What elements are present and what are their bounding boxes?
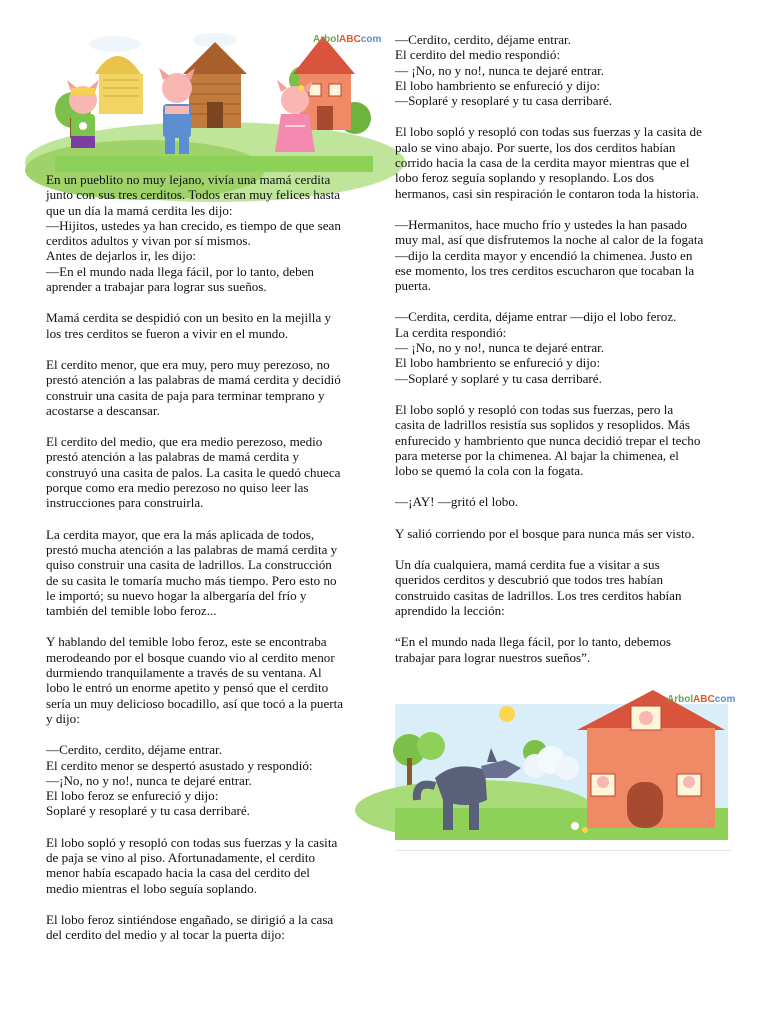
text-line: El lobo hambriento se enfureció y dijo: [395,77,601,93]
paragraph [395,526,735,541]
logo-text-part2: ABC [693,694,715,705]
text-line: “En el mundo nada llega fácil, por lo tanto, debemos [395,634,671,650]
paragraph [395,309,735,385]
text-line: El cerdito del medio, que era medio perezoso, medio [46,434,323,450]
text-line: lobo le entró un enorme apetito y pensó que el cerdito [46,680,329,696]
text-line: prestó atención a las palabras de mamá cerdita y decidió [46,372,341,388]
logo-text-part1: Arbol [667,694,694,705]
text-line: junto con sus tres cerditos. Todos eran muy felices hasta [46,187,341,203]
text-line: El lobo sopló y resopló con todas sus fuerzas y la casita de [395,124,702,140]
paragraph [395,402,735,478]
three-pigs-scene [55,30,382,172]
text-line: instrucciones para construirla. [46,495,204,511]
text-line: cerditos adultos y vivan por sí mismos. [46,233,251,249]
text-line: lobo feroz seguía soplando y resoplando. Los dos [395,170,654,186]
text-line: aprender a trabajar para lograr sus sueños. [46,279,267,295]
paragraph [46,835,372,896]
paragraph [395,124,735,200]
logo-text-part3: .com [712,694,736,705]
paragraph [46,172,372,294]
paragraph [395,32,735,108]
text-line: de su casita le tomaría mucho más tiempo. Pero esto no [46,572,337,588]
text-line: — ¡No, no y no!, nunca te dejaré entrar. [395,62,605,78]
text-line: corrido hacia la casa de la cerdita mayor mientras que el [395,155,690,171]
text-line: El lobo hambriento se enfureció y dijo: [395,355,601,371]
paragraph [395,494,735,509]
text-line: merodeando por el bosque cuando vio al cerdito menor [46,649,335,665]
paragraph [46,434,372,510]
text-line: El lobo sopló y resopló con todas sus fuerzas y la casita [46,834,338,850]
text-line: que un día la mamá cerdita les dijo: [46,202,233,218]
text-line: quiso construir una casita de ladrillos. La construcción [46,557,332,573]
text-line: puerta. [395,278,431,294]
text-line: Un día cualquiera, mamá cerdita fue a visitar a sus [395,557,660,573]
text-line: El lobo sopló y resopló con todas sus fuerzas, pero la [395,401,674,417]
paragraph [46,310,372,341]
text-line: Y salió corriendo por el bosque para nunca más ser visto. [395,525,695,541]
logo-text-part2: ABC [339,34,361,45]
text-line: —Hermanitos, hace mucho frío y ustedes la han pasado [395,216,687,232]
text-line: La cerdita respondió: [395,324,507,340]
text-line: medio mientras el lobo seguía soplando. [46,880,257,896]
text-line: prestó atención a las palabras de mamá cerdita y [46,449,300,465]
text-line: prestó mucha atención a las palabras de mamá cerdita y [46,541,338,557]
paragraph [46,527,372,619]
arbolabc-logo [667,694,735,705]
paragraph [46,742,372,818]
text-line: aprendido la lección: [395,602,505,618]
divider [395,850,732,851]
wolf-brick-house-illustration [395,690,736,840]
paragraph [395,634,735,665]
paragraph [395,217,735,293]
paragraph [46,912,372,943]
text-line: En un pueblito no muy lejano, vivía una mamá cerdita [46,172,331,187]
text-line: le importó; su nuevo hogar la albergaría del frío y [46,587,307,603]
text-line: sería un muy delicioso bocadillo, así que tocó a la puerta [46,695,344,711]
three-pigs-illustration [55,30,382,172]
story-right-column [395,32,735,681]
text-line: El cerdito del medio respondió: [395,47,561,63]
text-line: ese momento, los tres cerditos escucharon que tocaban la [395,262,695,278]
text-line: casita de ladrillos resistía sus soplidos y resoplidos. Más [395,417,690,433]
text-line: Soplaré y resoplaré y tu casa derribaré. [46,803,250,819]
text-line: durmiendo tranquilamente a través de su ventana. Al [46,665,322,681]
text-line: El cerdito menor, que era muy, pero muy perezoso, no [46,356,330,372]
text-line: lobo se quemó la cola con la fogata. [395,463,584,479]
text-line: trabajar para lograr nuestros sueños”. [395,649,591,665]
text-line: El cerdito menor se despertó asustado y respondió: [46,757,313,773]
text-line: y dijo: [46,710,80,726]
text-line: Mamá cerdita se despidió con un besito en la mejilla y [46,310,332,326]
logo-text-part1: Arbol [313,34,340,45]
text-line: El lobo feroz sintiéndose engañado, se dirigió a la casa [46,911,334,927]
text-line: para meterse por la chimenea. Al bajar la chimenea, el [395,447,679,463]
text-line: —¡No, no y no!, nunca te dejaré entrar. [46,772,252,788]
text-line: —Soplaré y resoplaré y tu casa derribaré. [395,93,613,109]
text-line: La cerdita mayor, que era la más aplicada de todos, [46,526,315,542]
text-line: construir una casita de paja para terminar temprano y [46,387,325,403]
arbolabc-logo [313,34,381,45]
text-line: —Cerdito, cerdito, déjame entrar. [395,32,571,47]
text-line: hermanos, casi sin respiración le contaron toda la historia. [395,185,699,201]
paragraph [46,357,372,418]
text-line: porque como era medio perezoso no quiso leer las [46,480,309,496]
pig-older-figure [275,80,315,152]
text-line: palo se vino abajo. Por suerte, los dos cerditos habían [395,139,676,155]
story-left-column [46,172,372,958]
text-line: —Cerdita, cerdita, déjame entrar —dijo el lobo feroz. [395,309,677,325]
text-line: acostarse a descansar. [46,402,160,418]
text-line: construido casitas de ladrillos. Los tres cerditos habían [395,587,682,603]
text-line: muy mal, así que disfrutemos la noche al calor de la fogata [395,232,704,248]
text-line: — ¡No, no y no!, nunca te dejaré entrar. [395,340,605,356]
text-line: enfurecido y hambriento que nunca decidió trepar el techo [395,432,701,448]
wolf-scene [395,690,736,840]
text-line: de paja se vino al piso. Afortunadamente, el cerdito [46,849,316,865]
text-line: también del temible lobo feroz... [46,603,217,619]
text-line: El lobo feroz se enfureció y dijo: [46,788,219,804]
text-line: del cerdito del medio y al tocar la puerta dijo: [46,927,285,943]
paragraph [395,557,735,618]
text-line: —En el mundo nada llega fácil, por lo tanto, deben [46,263,314,279]
text-line: —Cerdito, cerdito, déjame entrar. [46,742,222,758]
text-line: los tres cerditos se fueron a vivir en el mundo. [46,325,289,341]
text-line: —dijo la cerdita mayor y encendió la chimenea. Justo en [395,247,693,263]
text-line: menor había escapado hacia la casa del cerdito del [46,865,310,881]
text-line: —Hijitos, ustedes ya han crecido, es tiempo de que sean [46,217,341,233]
text-line: —¡AY! —gritó el lobo. [395,494,519,510]
text-line: Y hablando del temible lobo feroz, este se encontraba [46,634,327,650]
text-line: queridos cerditos y descubrió que todos tres habían [395,572,663,588]
text-line: Antes de dejarlos ir, les dijo: [46,248,197,264]
logo-text-part3: .com [358,34,382,45]
paragraph [46,634,372,726]
sun-icon [499,706,515,722]
text-line: —Soplaré y soplaré y tu casa derribaré. [395,370,602,386]
text-line: construyó una casita de palos. La casita le quedó chueca [46,464,341,480]
